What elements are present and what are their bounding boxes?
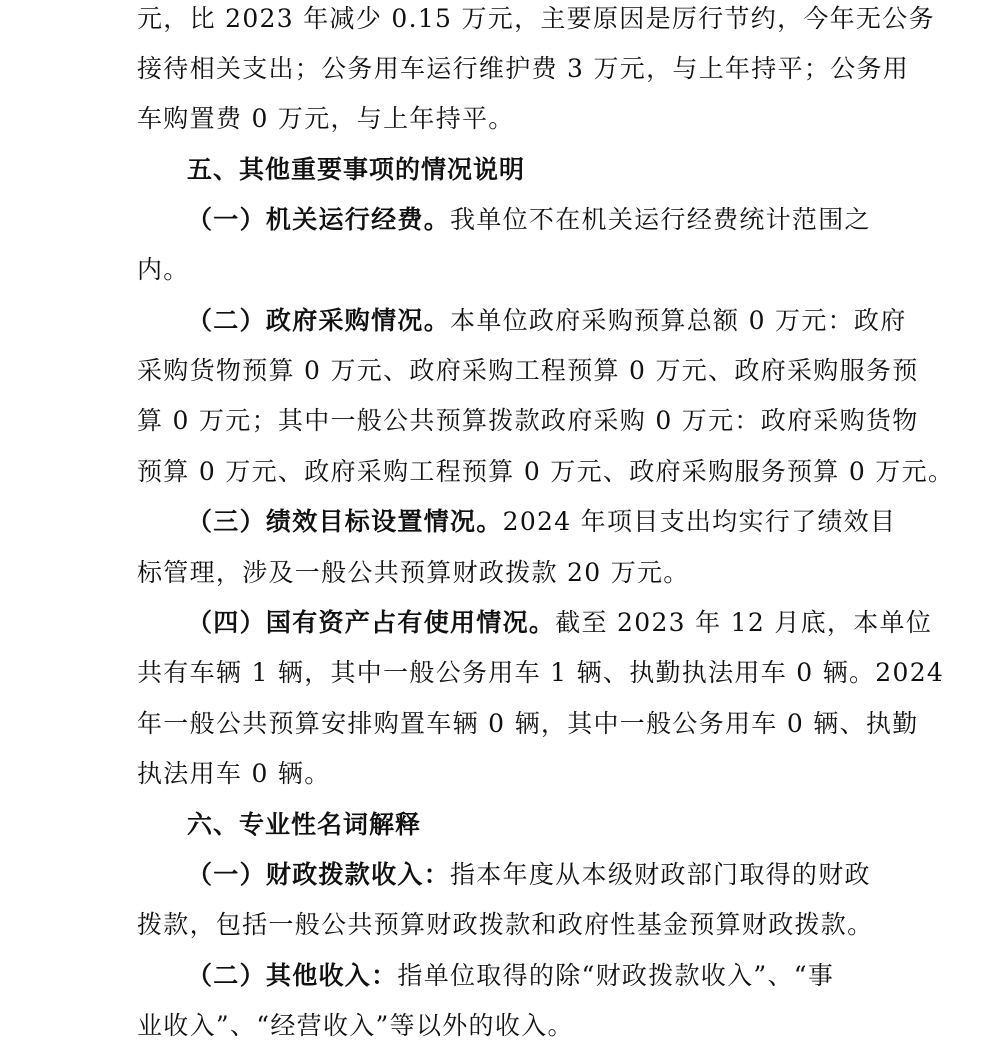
body-line: 采购货物预算 0 万元、政府采购工程预算 0 万元、政府采购服务预 <box>137 356 919 385</box>
item-5-3-text: 2024 年项目支出均实行了绩效目 <box>502 507 897 536</box>
body-line: 接待相关支出；公务用车运行维护费 3 万元，与上年持平；公务用 <box>137 54 910 83</box>
item-6-2-label: （二）其他收入： <box>187 961 398 990</box>
body-line: 标管理，涉及一般公共预算财政拨款 20 万元。 <box>137 558 690 587</box>
item-5-3-label: （三）绩效目标设置情况。 <box>187 507 503 536</box>
body-line: 拨款，包括一般公共预算财政拨款和政府性基金预算财政拨款。 <box>137 910 874 939</box>
item-6-2-text: 指单位取得的除“财政拨款收入”、“事 <box>397 961 835 990</box>
body-line: 预算 0 万元、政府采购工程预算 0 万元、政府采购服务预算 0 万元。 <box>137 457 955 486</box>
body-line: 内。 <box>137 255 190 284</box>
item-5-2-label: （二）政府采购情况。 <box>187 306 451 335</box>
item-5-2-text: 本单位政府采购预算总额 0 万元：政府 <box>450 306 907 335</box>
item-6-2 <box>187 959 947 993</box>
item-5-4-label: （四）国有资产占有使用情况。 <box>187 608 556 637</box>
body-line: 业收入”、“经营收入”等以外的收入。 <box>137 1011 574 1040</box>
item-5-1-text: 我单位不在机关运行经费统计范围之 <box>450 205 871 234</box>
section-heading-5: 五、其他重要事项的情况说明 <box>187 155 526 184</box>
body-line: 算 0 万元；其中一般公共预算拨款政府采购 0 万元：政府采购货物 <box>137 406 919 435</box>
item-5-1-label: （一）机关运行经费。 <box>187 205 451 234</box>
item-6-1-text: 指本年度从本级财政部门取得的财政 <box>450 860 871 889</box>
body-line: 年一般公共预算安排购置车辆 0 辆，其中一般公务用车 0 辆、执勤 <box>137 709 919 738</box>
section-heading-6: 六、专业性名词解释 <box>187 810 422 839</box>
body-line: 执法用车 0 辆。 <box>137 759 331 788</box>
item-5-1 <box>187 203 947 237</box>
item-6-1-label: （一）财政拨款收入： <box>187 860 451 889</box>
item-5-4-text: 截至 2023 年 12 月底，本单位 <box>555 608 933 637</box>
body-line: 元，比 2023 年减少 0.15 万元，主要原因是厉行节约，今年无公务 <box>137 4 935 33</box>
body-line: 车购置费 0 万元，与上年持平。 <box>137 104 515 133</box>
item-5-2 <box>187 304 947 338</box>
body-line: 共有车辆 1 辆，其中一般公务用车 1 辆、执勤执法用车 0 辆。2024 <box>137 658 945 687</box>
item-5-4 <box>187 606 947 640</box>
item-5-3 <box>187 505 947 539</box>
item-6-1 <box>187 858 947 892</box>
